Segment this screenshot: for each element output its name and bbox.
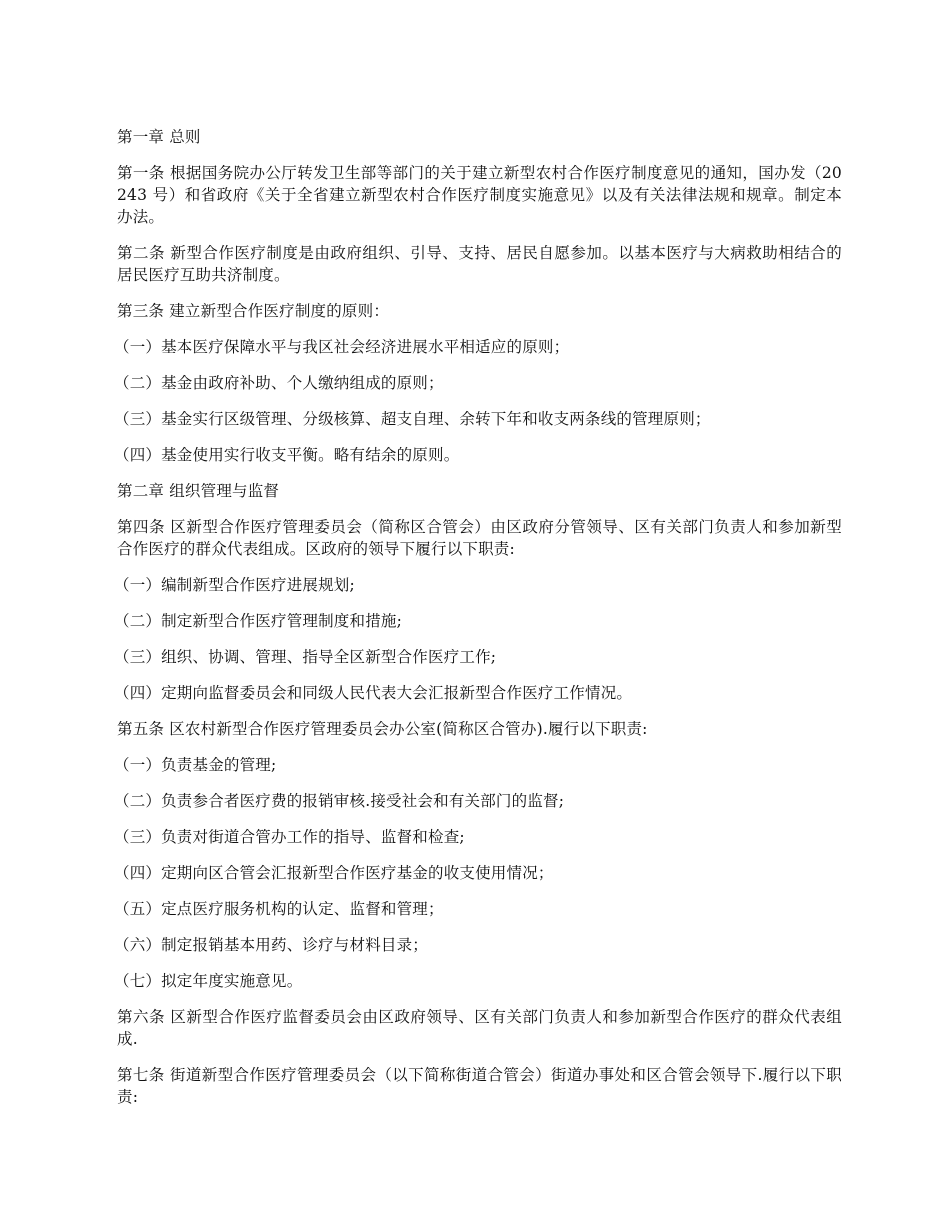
article-4-item-4: （四）定期向监督委员会和同级人民代表大会汇报新型合作医疗工作情况。 [114,684,633,702]
article-4-item-2: （二）制定新型合作医疗管理制度和措施; [114,612,403,630]
article-3-item-1: （一）基本医疗保障水平与我区社会经济进展水平相适应的原则； [114,338,570,356]
article-3-item-4: （四）基金使用实行收支平衡。略有结余的原则。 [114,446,460,464]
article-5-item-6: （六）制定报销基本用药、诊疗与材料目录； [114,936,429,954]
article-2: 第二条 新型合作医疗制度是由政府组织、引导、支持、居民自愿参加。以基本医疗与大病救助相结合的居民医疗互助共济制度。 [117,244,842,284]
article-5-item-2: （二）负责参合者医疗费的报销审核.接受社会和有关部门的监督; [114,792,565,810]
article-3: 第三条 建立新型合作医疗制度的原则： [117,302,390,320]
article-4-item-3: （三）组织、协调、管理、指导全区新型合作医疗工作; [114,648,497,666]
article-3-item-3: （三）基金实行区级管理、分级核算、超支自理、余转下年和收支两条线的管理原则； [114,410,711,428]
article-5: 第五条 区农村新型合作医疗管理委员会办公室(简称区合管办).履行以下职责: [117,720,648,738]
article-4-item-1: （一）编制新型合作医疗进展规划; [114,576,355,594]
article-5-item-4: （四）定期向区合管会汇报新型合作医疗基金的收支使用情况； [114,864,554,882]
article-5-item-3: （三）负责对街道合管办工作的指导、监督和检查; [114,828,465,846]
chapter-1-heading: 第一章 总则 [117,128,201,146]
article-5-item-7: （七）拟定年度实施意见。 [114,972,303,990]
article-6: 第六条 区新型合作医疗监督委员会由区政府领导、区有关部门负责人和参加新型合作医疗的群众代表组成. [117,1008,842,1048]
article-1: 第一条 根据国务院办公厅转发卫生部等部门的关于建立新型农村合作医疗制度意见的通知，国办发（20243 号）和省政府《关于全省建立新型农村合作医疗制度实施意见》以及有关法律法规和规章。制定本办法。 [117,164,842,226]
article-5-item-5: （五）定点医疗服务机构的认定、监督和管理； [114,900,444,918]
article-5-item-1: （一）负责基金的管理; [114,756,277,774]
article-7: 第七条 街道新型合作医疗管理委员会（以下简称街道合管会）街道办事处和区合管会领导下.履行以下职责: [117,1066,842,1106]
article-3-item-2: （二）基金由政府补助、个人缴纳组成的原则； [114,374,444,392]
chapter-2-heading: 第二章 组织管理与监督 [117,482,280,500]
document-page [114,126,842,1122]
article-4: 第四条 区新型合作医疗管理委员会（简称区合管会）由区政府分管领导、区有关部门负责人和参加新型合作医疗的群众代表组成。区政府的领导下履行以下职责: [117,518,842,558]
